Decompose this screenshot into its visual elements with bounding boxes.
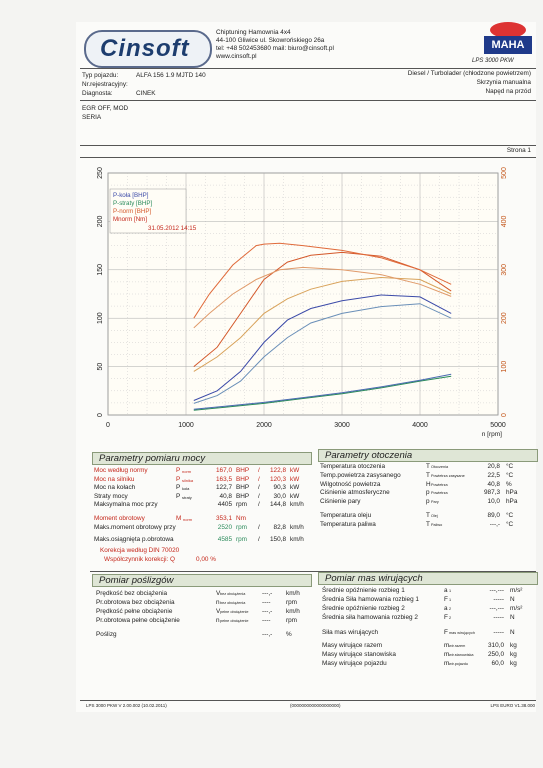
ambient-row-subscript: Pary [431,500,439,505]
ambient-row-label: Temperatura otoczenia [320,463,386,470]
mass-row-symbol: a [444,587,448,594]
slip-row-symbol: n [216,599,220,606]
power-row-symbol: P [176,492,181,500]
power-row-separator: / [258,475,260,483]
slip-row-value: ---- [262,617,271,624]
power-row-symbol: P [176,484,181,491]
company-website: www.cinsoft.pl [216,53,257,60]
mass-row-label: Siła mas wirujących [322,629,379,636]
power-row-separator: / [258,492,260,500]
slip-row-unit: km/h [286,590,300,597]
ambient-row-unit: °C [506,471,514,479]
power-row-value1: 163,5 [216,475,232,483]
ambient-row-label: Temperatura oleju [320,512,372,519]
slip-row-label: Poślizg [96,631,117,638]
company-street: 44-100 Gliwice ul. Skowrońskiego 26a [216,37,325,44]
ambient-row-subscript: Otoczenia [431,465,449,469]
slip-row-value: ---,- [262,590,273,597]
mass-row-value: 250,0 [488,651,504,658]
power-row-unit2: kW [290,475,300,483]
slip-row-symbol: V [216,590,221,597]
power-row-label: Moc na silniku [94,475,135,483]
power-row-value1: 40,8 [219,492,232,500]
power-row-separator: / [258,501,260,508]
slip-row-value: ---,- [262,631,273,638]
note-series: SERIA [82,114,102,121]
footer-middle: (0000000000000000000) [290,703,341,708]
power-row-value1: 167,0 [216,467,232,474]
company-contact: tel: +48 502453680 mail: biuro@cinsoft.pl [216,45,334,52]
mass-row-unit: kg [510,642,517,649]
mass-row-symbol: m [444,642,450,649]
footer-right: LPS EURO V1.38.000 [490,703,535,708]
power-row-value1: 4405 [217,501,232,508]
gearbox-type: Skrzynia manualna [476,79,531,86]
x-tick-label: 4000 [412,422,428,429]
legend-entry: P-straty [BHP] [113,200,153,207]
power-row-unit2: km/h [290,501,304,508]
mass-row-subscript: 2 [449,607,452,611]
mass-row-label: Średnie opóźnienie rozbieg 1 [322,587,405,594]
slip-row-label: Pr.obrotowa bez obciążenia [96,599,175,606]
power-row-subscript: straty [182,494,192,500]
legend-entry: P-koła [BHP] [113,192,149,199]
ambient-row-subscript: Powietrza [431,491,448,496]
dyno-chart [88,163,528,439]
slip-title: Pomiar poślizgów [92,574,312,587]
mass-row-value: ----- [493,614,504,621]
power-row-value1: 122,7 [216,484,232,491]
torque-max-speed: 82,8 [273,524,286,531]
mass-row-unit: N [510,614,515,621]
y-left-tick-label: 250 [97,167,104,179]
logo-text: Cinsoft [100,35,190,62]
chart-top-divider [80,157,536,158]
mass-row-symbol: m [444,651,450,658]
power-row-unit1: BHP [236,475,250,483]
engine-type: Diesel / Turbolader (chłodzone powietrzem) [407,70,531,77]
mass-row-label: Średnia siła hamowania rozbieg 2 [322,614,418,621]
ambient-row-label: Temperatura paliwa [320,520,376,528]
diagnostician-value: CINEK [136,90,156,97]
mass-row-subscript: mas wirujących [449,631,475,635]
ambient-row-symbol: T [426,512,430,519]
mass-row-unit: m/s² [510,587,523,594]
power-row-unit1: BHP [236,467,250,474]
mass-row-label: Masy wirujące razem [322,642,383,649]
mass-row-symbol: F [444,596,448,603]
company-name: Chiptuning Hamownia 4x4 [216,29,291,36]
x-tick-label: 0 [106,422,110,429]
torque-max-rpm-unit: rpm [236,524,248,531]
chart-legend [110,189,197,233]
ambient-row-symbol: H [426,480,431,488]
y-right-tick-label: 200 [501,312,508,325]
mass-row-value: ---,--- [489,605,504,612]
ambient-row-unit: % [506,480,512,488]
x-tick-label: 1000 [178,422,194,429]
torque-max-speed-unit: km/h [290,524,304,531]
maha-caption: LPS 3000 PKW [472,58,514,64]
power-row-label: Moc na kołach [94,484,136,491]
ambient-row-unit: °C [506,520,514,528]
correction-label: Korekcja według DIN 70020 [100,547,180,554]
drive-type: Napęd na przód [485,88,531,95]
mass-row-unit: N [510,596,515,603]
mass-row-unit: kg [510,660,517,667]
ambient-row-subscript: Paliwo [431,522,443,527]
max-rpm-value: 4585 [217,536,232,543]
ambient-row-value: ---,- [489,520,500,528]
legend-date: 31.05.2012 14:15 [148,225,197,232]
ambient-params-title: Parametry otoczenia [318,449,538,462]
mass-row-subscript: wir.pojazdu [449,662,468,666]
slip-row-subscript: bez obciążenia [220,592,246,596]
mass-row-value: 60,0 [491,660,504,667]
y-right-tick-label: 100 [501,360,508,373]
page-divider [80,145,536,146]
power-row-unit1: rpm [236,501,248,508]
mass-row-value: ----- [493,629,504,636]
power-row-symbol: P [176,475,181,483]
footer-divider [80,700,536,701]
y-left-tick-label: 0 [97,413,104,417]
mass-row-value: ---,--- [489,587,504,594]
slip-row-symbol: n [216,617,220,624]
power-row-separator: / [258,484,260,491]
ambient-row-label: Ciśnienie pary [320,498,361,506]
dyno-chart-svg [88,163,528,439]
registration-label: Nr.rejestracyjny: [82,81,128,88]
mass-row-symbol: F [444,629,448,636]
slip-row-unit: rpm [286,617,298,624]
slip-row-symbol: V [216,608,221,615]
ambient-row-symbol: T [426,520,430,528]
power-row-value2: 144,8 [270,501,286,508]
header-divider [80,68,536,69]
ambient-row-symbol: T [426,463,430,470]
y-left-tick-label: 150 [97,263,104,276]
max-rpm-speed: 150,8 [270,536,286,543]
ambient-row-label: Ciśnienie atmosferyczne [320,489,390,497]
company-address [216,29,334,61]
power-row-value2: 120,3 [270,475,286,483]
cinsoft-logo [84,30,212,68]
power-row-separator: / [258,467,260,474]
vehicle-type-label: Typ pojazdu: [82,72,119,79]
ambient-row-unit: hPa [506,489,518,497]
maha-logo [484,22,532,56]
ambient-row-subscript: Olej [431,514,438,518]
ambient-row-unit: hPa [506,498,518,506]
power-params-title: Parametry pomiaru mocy [92,452,312,465]
ambient-row-value: 89,0 [487,512,500,519]
power-row-label: Maksymalna moc przy [94,501,158,508]
power-row-subscript: koła [182,486,190,491]
ambient-row-subscript: Powietrza [431,482,448,487]
mass-row-label: Masy wirujące pojazdu [322,660,387,667]
mass-row-value: 310,0 [488,642,504,649]
ambient-row-value: 40,8 [487,480,500,488]
ambient-row-subscript: Powietrza zasysane [431,473,465,478]
mass-row-symbol: a [444,605,448,612]
ambient-row-label: Temp.powietrza zasysanego [320,471,401,479]
torque-max-label: Maks.moment obrotowy przy [94,524,176,531]
mass-row-symbol: m [444,660,450,667]
maha-logo-text: MAHA [484,36,532,54]
y-left-tick-label: 50 [97,362,104,371]
x-tick-label: 3000 [334,422,350,429]
info-divider [80,100,536,101]
slip-row-subscript: pełne obciążenie [220,619,249,623]
x-tick-label: 5000 [490,422,506,429]
diagnostician-label: Diagnosta: [82,90,113,97]
note-egr: EGR OFF, MOD [82,105,129,112]
power-row-unit2: kW [290,492,300,500]
mass-row-label: Średnie opóźnienie rozbieg 2 [322,605,405,612]
max-rpm-separator: / [258,536,260,543]
torque-max-rpm: 2520 [217,524,232,531]
legend-entry: Mnorm [Nm] [113,216,148,223]
power-row-unit2: kW [290,467,300,474]
mass-row-subscript: 1 [449,598,452,602]
slip-row-subscript: pełne obciążenie [220,610,249,614]
slip-row-label: Prędkość bez obciążenia [96,590,168,597]
power-row-value2: 122,8 [270,467,286,474]
y-left-tick-label: 200 [97,215,104,228]
mass-row-unit: m/s² [510,605,523,612]
mass-row-unit: kg [510,651,517,658]
ambient-row-symbol: p [426,489,430,497]
mass-row-value: ----- [493,596,504,603]
slip-row-unit: km/h [286,608,300,615]
mass-row-subscript: wir.razem [449,644,466,648]
footer-left: LPS 3000 PKW V 2.00.002 (10.02.2011) [86,703,167,708]
mass-row-subscript: wir.stanowiska [449,653,474,657]
mass-title: Pomiar mas wirujących [318,572,538,585]
slip-row-value: ---,- [262,608,273,615]
ambient-row-value: 987,3 [484,489,500,497]
y-right-tick-label: 400 [501,215,508,228]
x-axis-label: n [rpm] [481,431,502,438]
y-right-tick-label: 500 [501,167,508,179]
ambient-row-symbol: p [426,498,430,506]
power-row-label: Straty mocy [94,492,128,500]
ambient-row-value: 10,0 [487,498,500,506]
power-row-subscript: norm [182,469,192,474]
ambient-row-label: Wilgotność powietrza [320,480,381,488]
mass-row-subscript: 1 [449,589,452,593]
torque-max-separator: / [258,524,260,531]
slip-row-subscript: bez obciążenia [220,601,246,605]
power-row-unit1: BHP [236,492,250,500]
slip-row-value: ---- [262,599,271,606]
power-row-unit2: kW [290,484,300,491]
ambient-row-unit: °C [506,463,514,470]
torque-value: 353,1 [216,515,232,522]
power-row-label: Moc według normy [94,467,148,474]
x-tick-label: 2000 [256,422,272,429]
torque-subscript: norm [183,517,193,522]
max-rpm-unit: rpm [236,536,248,543]
ambient-row-symbol: T [426,471,430,479]
slip-row-unit: rpm [286,599,298,606]
mass-row-unit: N [510,629,515,636]
ambient-row-value: 22,5 [487,471,500,479]
correction-factor-value: 0,00 % [196,556,216,563]
legend-entry: P-norm [BHP] [113,208,152,215]
y-right-tick-label: 0 [501,413,508,417]
mass-row-label: Średnia Siła hamowania rozbieg 1 [322,596,419,603]
torque-label: Moment obrotowy [94,515,145,522]
mass-row-subscript: 2 [449,616,452,620]
power-row-unit1: BHP [236,484,250,491]
slip-row-label: Prędkość pełne obciążenie [96,608,173,615]
power-row-symbol: P [176,467,181,474]
torque-unit: Nm [236,515,246,522]
power-row-value2: 90,3 [273,484,286,491]
mass-row-label: Masy wirujące stanowiska [322,651,396,658]
y-left-tick-label: 100 [97,312,104,325]
power-row-subscript: silnika [182,477,194,483]
slip-row-label: Pr.obrotowa pełne obciążenie [96,617,180,624]
ambient-row-unit: °C [506,512,514,519]
page-number: Strona 1 [506,147,531,154]
torque-symbol: M [176,515,182,522]
correction-factor-label: Współczynnik korekcji: Q [104,556,176,563]
mass-row-symbol: F [444,614,448,621]
vehicle-type-value: ALFA 156 1.9 MJTD 140 [136,72,206,79]
max-rpm-speed-unit: km/h [290,536,304,543]
power-row-value2: 30,0 [273,492,286,500]
slip-row-unit: % [286,631,292,638]
y-right-tick-label: 300 [501,263,508,276]
ambient-row-value: 20,8 [487,463,500,470]
max-rpm-label: Maks.osiągnięta p.obrotowa [94,536,174,543]
